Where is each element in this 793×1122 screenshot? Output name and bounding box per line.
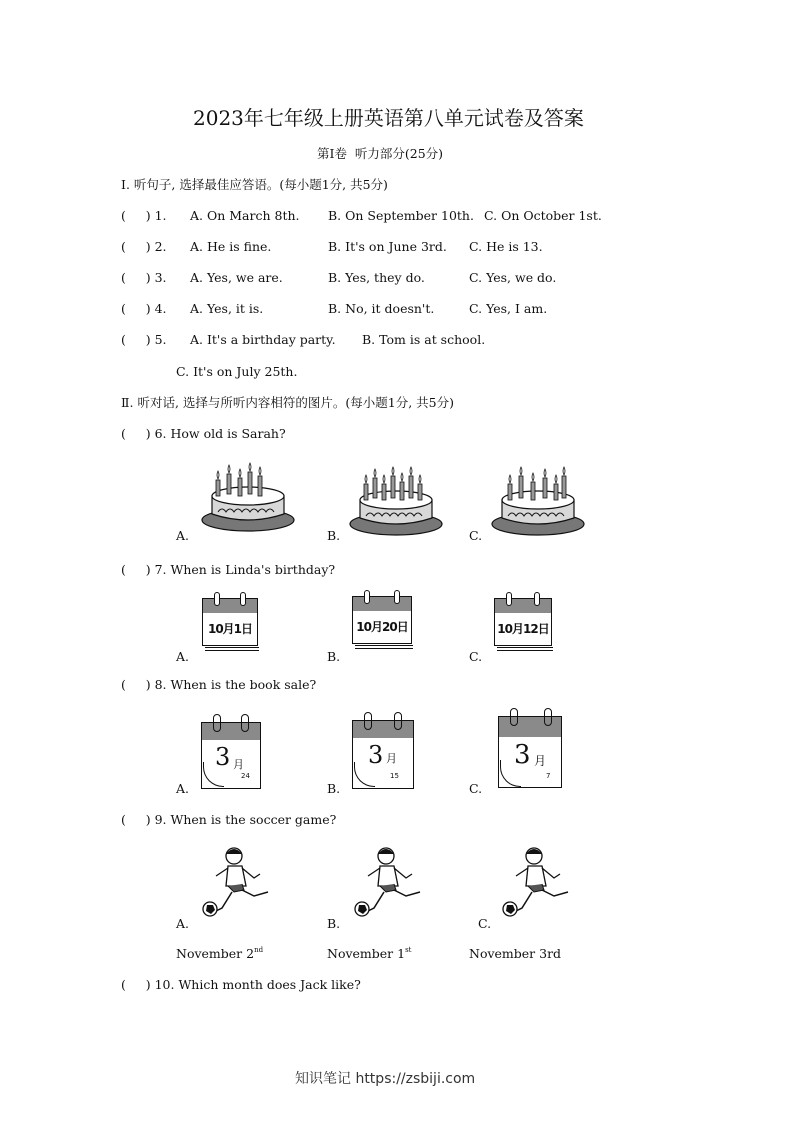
q3-option-b: B. Yes, they do. (328, 270, 425, 285)
calendar-icon-b: 10月20日 (350, 590, 414, 654)
q7-question: ( ) 7. When is Linda's birthday? (121, 562, 336, 577)
q4-option-c: C. Yes, I am. (469, 301, 548, 316)
section1-heading: Ⅰ. 听句子, 选择最佳应答语。(每小题1分, 共5分) (121, 177, 388, 192)
q9-label-b: B. (327, 916, 341, 931)
page-title: 2023年七年级上册英语第八单元试卷及答案 (193, 106, 584, 130)
q4-option-b: B. No, it doesn't. (328, 301, 435, 316)
soccer-player-icon-a (198, 846, 284, 922)
month-calendar-icon-a: 3 月 24 (199, 714, 263, 792)
q3-option-c: C. Yes, we do. (469, 270, 557, 285)
q4-option-a: A. Yes, it is. (190, 301, 264, 316)
q8-question: ( ) 8. When is the book sale? (121, 677, 317, 692)
q9-caption-b: November 1st (327, 946, 412, 961)
calendar-icon-a: 10月1日 (200, 592, 260, 654)
q9-question: ( ) 9. When is the soccer game? (121, 812, 337, 827)
q5-option-a: A. It's a birthday party. (190, 332, 336, 347)
q5-option-b: B. Tom is at school. (362, 332, 486, 347)
q5-number: ( ) 5. (121, 332, 167, 347)
cake-icon-a (198, 458, 298, 534)
q2-number: ( ) 2. (121, 239, 167, 254)
q4-number: ( ) 4. (121, 301, 167, 316)
q9-caption-a: November 2nd (176, 946, 264, 961)
q1-option-a: A. On March 8th. (190, 208, 300, 223)
q7-label-b: B. (327, 649, 341, 664)
section2-heading: Ⅱ. 听对话, 选择与所听内容相符的图片。(每小题1分, 共5分) (121, 395, 454, 410)
q9-label-c: C. (478, 916, 492, 931)
q7-label-a: A. (176, 649, 190, 664)
q6-label-b: B. (327, 528, 341, 543)
q8-label-a: A. (176, 781, 190, 796)
q2-option-c: C. He is 13. (469, 239, 543, 254)
q3-number: ( ) 3. (121, 270, 167, 285)
soccer-player-icon-c (498, 846, 584, 922)
q1-option-b: B. On September 10th. (328, 208, 474, 223)
q9-label-a: A. (176, 916, 190, 931)
q1-number: ( ) 1. (121, 208, 167, 223)
soccer-player-icon-b (350, 846, 436, 922)
q6-label-a: A. (176, 528, 190, 543)
q6-question: ( ) 6. How old is Sarah? (121, 426, 286, 441)
q8-label-b: B. (327, 781, 341, 796)
month-calendar-icon-b: 3 月 15 (350, 712, 416, 792)
calendar-icon-c: 10月12日 (492, 592, 554, 654)
month-calendar-icon-c: 3 月 7 (496, 708, 564, 792)
q9-caption-c: November 3rd (469, 946, 562, 961)
q10-question: ( ) 10. Which month does Jack like? (121, 977, 361, 992)
q7-label-c: C. (469, 649, 483, 664)
q2-option-a: A. He is fine. (190, 239, 272, 254)
q1-option-c: C. On October 1st. (484, 208, 602, 223)
footer-link[interactable]: 知识笔记 https://zsbiji.com (295, 1071, 476, 1087)
q3-option-a: A. Yes, we are. (190, 270, 283, 285)
q2-option-b: B. It's on June 3rd. (328, 239, 447, 254)
q6-label-c: C. (469, 528, 483, 543)
q5-option-c: C. It's on July 25th. (176, 364, 298, 379)
cake-icon-c (488, 462, 588, 538)
cake-icon-b (346, 462, 446, 538)
q8-label-c: C. (469, 781, 483, 796)
page-subtitle: 第Ⅰ卷 听力部分(25分) (317, 146, 444, 161)
